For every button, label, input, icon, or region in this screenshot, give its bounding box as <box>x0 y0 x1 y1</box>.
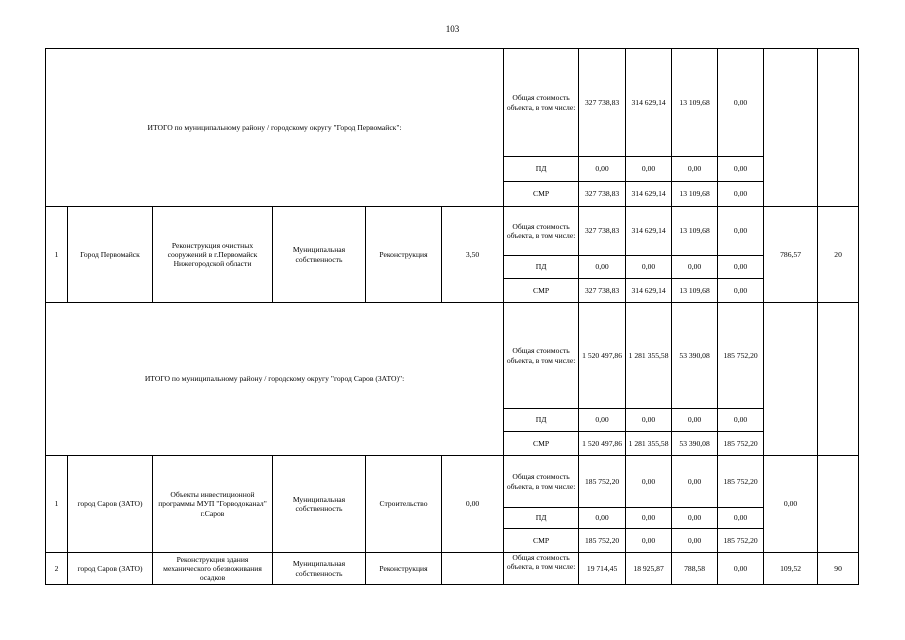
cost-label-smr: СМР <box>504 432 579 456</box>
value-cell: 314 629,14 <box>626 207 672 256</box>
capacity-cell: 3,50 <box>442 207 504 303</box>
value-cell: 786,57 <box>764 207 818 303</box>
value-cell: 0,00 <box>718 409 764 432</box>
cost-label-smr: СМР <box>504 279 579 303</box>
value-cell: 0,00 <box>672 157 718 182</box>
object-row <box>46 456 859 508</box>
value-cell: 327 738,83 <box>579 49 626 157</box>
value-cell: 1 281 355,58 <box>626 303 672 409</box>
value-cell: 327 738,83 <box>579 279 626 303</box>
value-cell: 185 752,20 <box>579 456 626 508</box>
value-cell: 0,00 <box>626 256 672 279</box>
section-total-row <box>46 303 859 409</box>
capacity-cell <box>442 553 504 585</box>
ownership-cell: Муниципальная собственность <box>273 207 366 303</box>
work-type-cell: Реконструкция <box>366 553 442 585</box>
city-cell: город Саров (ЗАТО) <box>68 456 153 553</box>
value-cell: 90 <box>818 553 859 585</box>
value-cell: 0,00 <box>626 456 672 508</box>
value-cell: 53 390,08 <box>672 432 718 456</box>
value-cell: 1 520 497,86 <box>579 432 626 456</box>
object-name-cell: Реконструкция здания механического обезвоживания осадков <box>153 553 273 585</box>
value-cell: 0,00 <box>718 157 764 182</box>
value-cell: 0,00 <box>579 256 626 279</box>
value-cell: 0,00 <box>718 207 764 256</box>
value-cell: 20 <box>818 207 859 303</box>
row-number: 1 <box>46 207 68 303</box>
empty-cell <box>818 303 859 456</box>
value-cell: 0,00 <box>718 553 764 585</box>
value-cell: 0,00 <box>718 256 764 279</box>
value-cell: 185 752,20 <box>579 529 626 553</box>
value-cell: 13 109,68 <box>672 182 718 207</box>
value-cell: 0,00 <box>672 256 718 279</box>
value-cell: 0,00 <box>626 508 672 529</box>
section-total-label: ИТОГО по муниципальному району / городскому округу "Город Первомайск": <box>46 49 504 207</box>
ownership-cell: Муниципальная собственность <box>273 456 366 553</box>
city-cell: город Саров (ЗАТО) <box>68 553 153 585</box>
value-cell: 13 109,68 <box>672 207 718 256</box>
value-cell <box>818 456 859 553</box>
value-cell: 314 629,14 <box>626 182 672 207</box>
cost-label-total: Общая стоимость объекта, в том числе: <box>504 303 579 409</box>
value-cell: 13 109,68 <box>672 279 718 303</box>
object-row <box>46 553 859 585</box>
value-cell: 0,00 <box>718 49 764 157</box>
value-cell: 0,00 <box>718 182 764 207</box>
cost-label-total: Общая стоимость объекта, в том числе: <box>504 49 579 157</box>
object-name-cell: Реконструкция очистных сооружений в г.Первомайск Нижегородской области <box>153 207 273 303</box>
value-cell: 1 281 355,58 <box>626 432 672 456</box>
ownership-cell: Муниципальная собственность <box>273 553 366 585</box>
city-cell: Город Первомайск <box>68 207 153 303</box>
value-cell: 53 390,08 <box>672 303 718 409</box>
value-cell: 314 629,14 <box>626 279 672 303</box>
value-cell: 0,00 <box>718 279 764 303</box>
row-number: 1 <box>46 456 68 553</box>
value-cell: 1 520 497,86 <box>579 303 626 409</box>
row-number: 2 <box>46 553 68 585</box>
object-row <box>46 207 859 256</box>
value-cell: 185 752,20 <box>718 303 764 409</box>
value-cell: 0,00 <box>579 409 626 432</box>
value-cell: 19 714,45 <box>579 553 626 585</box>
value-cell: 0,00 <box>579 157 626 182</box>
page-number: 103 <box>445 24 460 34</box>
value-cell: 0,00 <box>672 409 718 432</box>
value-cell: 0,00 <box>626 409 672 432</box>
section-total-label: ИТОГО по муниципальному району / городскому округу "город Саров (ЗАТО)": <box>46 303 504 456</box>
value-cell: 0,00 <box>672 529 718 553</box>
cost-label-pd: ПД <box>504 409 579 432</box>
cost-label-pd: ПД <box>504 508 579 529</box>
value-cell: 0,00 <box>579 508 626 529</box>
value-cell: 0,00 <box>626 157 672 182</box>
cost-label-total: Общая стоимость объекта, в том числе: <box>504 553 579 585</box>
capacity-cell: 0,00 <box>442 456 504 553</box>
cost-label-pd: ПД <box>504 256 579 279</box>
empty-cell <box>764 303 818 456</box>
value-cell: 314 629,14 <box>626 49 672 157</box>
cost-label-total: Общая стоимость объекта, в том числе: <box>504 207 579 256</box>
value-cell: 788,58 <box>672 553 718 585</box>
work-type-cell: Строительство <box>366 456 442 553</box>
value-cell: 0,00 <box>626 529 672 553</box>
value-cell: 185 752,20 <box>718 432 764 456</box>
value-cell: 327 738,83 <box>579 182 626 207</box>
cost-label-pd: ПД <box>504 157 579 182</box>
value-cell: 185 752,20 <box>718 529 764 553</box>
value-cell: 13 109,68 <box>672 49 718 157</box>
value-cell: 327 738,83 <box>579 207 626 256</box>
empty-cell <box>764 49 818 207</box>
investment-table <box>45 48 859 585</box>
cost-label-smr: СМР <box>504 182 579 207</box>
object-name-cell: Объекты инвестиционной программы МУП "Горводоканал" г.Саров <box>153 456 273 553</box>
value-cell: 185 752,20 <box>718 456 764 508</box>
section-total-row <box>46 49 859 157</box>
cost-label-total: Общая стоимость объекта, в том числе: <box>504 456 579 508</box>
value-cell: 109,52 <box>764 553 818 585</box>
value-cell: 0,00 <box>672 508 718 529</box>
empty-cell <box>818 49 859 207</box>
cost-label-smr: СМР <box>504 529 579 553</box>
value-cell: 0,00 <box>672 456 718 508</box>
value-cell: 0,00 <box>764 456 818 553</box>
value-cell: 18 925,87 <box>626 553 672 585</box>
work-type-cell: Реконструкция <box>366 207 442 303</box>
value-cell: 0,00 <box>718 508 764 529</box>
